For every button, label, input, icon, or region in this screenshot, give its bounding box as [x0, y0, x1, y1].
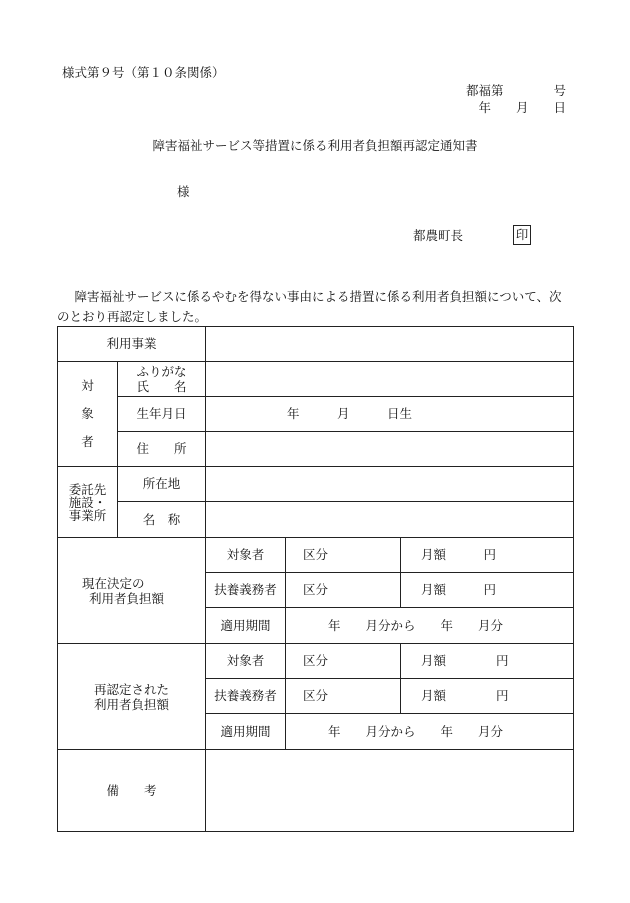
- current-burden-label: [57, 537, 206, 644]
- facility-name-label-cell: [117, 501, 206, 538]
- current-period-value-cell: [285, 607, 574, 644]
- current-guardian-category-cell: [285, 572, 401, 608]
- current-subject-category-cell: [285, 537, 401, 573]
- remarks-label-cell: [57, 749, 206, 832]
- recertified-period-label-cell: [205, 713, 286, 750]
- recertified-guardian-monthly: 月額 円: [421, 688, 509, 703]
- remarks-label: 備 考: [106, 782, 157, 798]
- body-text-line-1: 障害福祉サービスに係るやむを得ない事由による措置に係る利用者負担額について、次: [62, 289, 562, 304]
- details-table: [57, 326, 574, 832]
- recipient-honorific: 様: [177, 184, 190, 199]
- dob-value: 年 月 日生: [287, 406, 413, 421]
- document-title: 障害福祉サービス等措置に係る利用者負担額再認定通知書: [152, 138, 478, 153]
- current-guardian-label: 扶養義務者: [214, 582, 277, 597]
- current-subject-monthly-cell: [400, 537, 574, 573]
- recertified-subject-category: 区分: [303, 653, 329, 668]
- current-guardian-monthly-cell: [400, 572, 574, 608]
- facility-group-line: 事業所: [68, 507, 107, 523]
- facility-name-value-cell: [205, 501, 574, 538]
- body-text-line-2: のとおり再認定しました。: [57, 309, 208, 324]
- recertified-period-value-cell: [285, 713, 574, 750]
- facility-location-label: 所在地: [142, 476, 181, 491]
- name-label-cell: [117, 361, 206, 397]
- recertified-period-label: 適用期間: [220, 723, 271, 739]
- current-burden-label-line: 現在決定の: [82, 575, 145, 591]
- name-label: 氏 名: [136, 379, 187, 394]
- current-subject-monthly: 月額 円: [421, 547, 497, 562]
- issuer-name: 都農町長: [413, 228, 464, 243]
- recertified-subject-monthly-cell: [400, 643, 574, 679]
- facility-group-label: [57, 466, 118, 538]
- current-subject-label: 対象者: [226, 547, 265, 562]
- facility-name-label: 名 称: [142, 511, 181, 527]
- recertified-burden-label: [57, 643, 206, 750]
- recertified-subject-label-cell: [205, 643, 286, 679]
- service-value-cell: [205, 326, 574, 362]
- recertified-guardian-category-cell: [285, 678, 401, 714]
- recertified-subject-category-cell: [285, 643, 401, 679]
- current-guardian-label-cell: [205, 572, 286, 608]
- recertified-guardian-category: 区分: [303, 688, 329, 703]
- current-subject-label-cell: [205, 537, 286, 573]
- address-value-cell: [205, 431, 574, 467]
- current-period-value: 年 月分から 年 月分: [328, 617, 504, 633]
- facility-location-label-cell: [117, 466, 206, 502]
- subject-group-char: 対: [81, 378, 94, 393]
- facility-group-line: 施設・: [68, 494, 107, 510]
- seal-mark: 印: [513, 225, 531, 245]
- current-guardian-monthly: 月額 円: [421, 582, 497, 597]
- service-label: 利用事業: [106, 336, 157, 351]
- address-label: 住 所: [136, 441, 187, 456]
- recertified-guardian-monthly-cell: [400, 678, 574, 714]
- facility-location-value-cell: [205, 466, 574, 502]
- name-value-cell: [205, 361, 574, 397]
- address-label-cell: [117, 431, 206, 467]
- current-guardian-category: 区分: [303, 582, 329, 597]
- recertified-burden-label-line: 利用者負担額: [93, 696, 169, 712]
- dob-value-cell: [205, 396, 574, 432]
- recertified-subject-label: 対象者: [226, 653, 265, 668]
- current-period-label-cell: [205, 607, 286, 644]
- subject-group-char: 象: [81, 406, 94, 421]
- facility-group-line: 委託先: [68, 481, 107, 497]
- dob-label-cell: [117, 396, 206, 432]
- dob-label: 生年月日: [136, 406, 187, 421]
- recertified-guardian-label: 扶養義務者: [214, 688, 277, 703]
- current-period-label: 適用期間: [220, 617, 271, 633]
- furigana-label: ふりがな: [136, 364, 187, 379]
- subject-group-label: [57, 361, 118, 467]
- recertified-subject-monthly: 月額 円: [421, 653, 509, 668]
- recertified-burden-label-line: 再認定された: [93, 681, 169, 697]
- document-number: 都福第 号: [465, 83, 566, 98]
- remarks-value-cell: [205, 749, 574, 832]
- service-label-cell: [57, 326, 206, 362]
- current-burden-label-line: 利用者負担額: [89, 590, 165, 606]
- recertified-guardian-label-cell: [205, 678, 286, 714]
- recertified-period-value: 年 月分から 年 月分: [328, 723, 504, 739]
- current-subject-category: 区分: [303, 547, 329, 562]
- subject-group-char: 者: [81, 434, 94, 449]
- form-number: 様式第９号（第１０条関係）: [62, 65, 225, 80]
- issue-date: 年 月 日: [478, 100, 566, 115]
